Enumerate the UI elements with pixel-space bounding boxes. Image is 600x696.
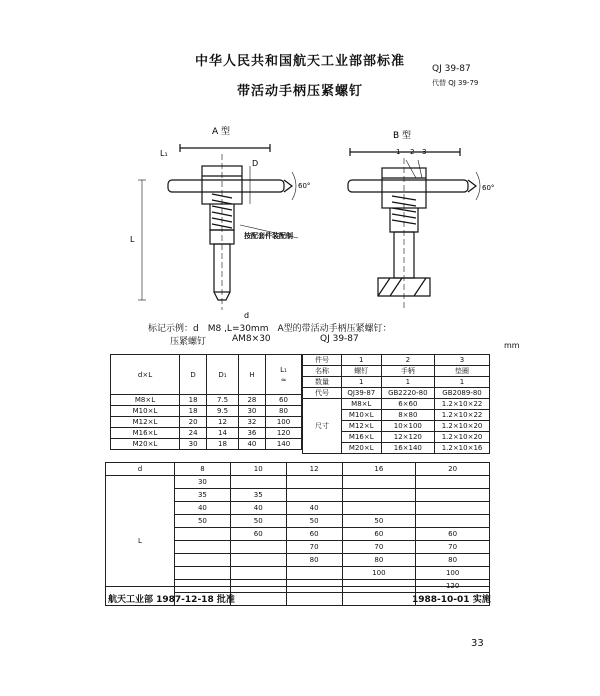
document-title: 带活动手柄压紧螺钉 xyxy=(236,84,363,99)
table-row: M20×L 16×140 1.2×10×16 xyxy=(303,443,490,454)
header-d1: D₁ xyxy=(207,355,239,395)
table-row: M20×L 30 18 40 140 xyxy=(111,439,302,450)
table-row: M10×L 18 9.5 30 80 xyxy=(111,406,302,417)
unit-label: mm xyxy=(504,341,520,350)
part-3: 3 xyxy=(422,148,427,156)
table-row: M8×L 18 7.5 28 60 xyxy=(111,395,302,406)
marking-example-line1: 标记示例：d M8 ,L=30mm A型的带活动手柄压紧螺钉： xyxy=(148,324,392,334)
dim-l1-a: L₁ xyxy=(160,149,168,158)
issuer-text: 航天工业部 1987-12-18 批准 xyxy=(108,595,235,605)
header-l1: L₁ ≈ xyxy=(266,355,302,395)
standard-organization: 中华人民共和国航天工业部部标准 xyxy=(194,54,405,69)
dim-d-a: D xyxy=(252,159,259,168)
marking-example-label: 压紧螺钉 xyxy=(170,337,207,347)
marking-example-std: QJ 39-87 xyxy=(320,334,359,344)
marking-example-mark: AM8×30 xyxy=(232,334,271,344)
footer-rule xyxy=(105,586,490,587)
header-h: H xyxy=(238,355,265,395)
length-table: d 8 10 12 16 20 L 30 35 35 40 40 40 50 50 50 50 60 60 60 60 70 70 70 80 80 80 100 100 120 xyxy=(105,462,490,606)
dim-small-d-a: d xyxy=(244,311,250,320)
header-d: D xyxy=(180,355,207,395)
page-number: 33 xyxy=(471,638,484,649)
part-1: 1 xyxy=(396,148,401,156)
table-row: 尺寸 M8×L 6×60 1.2×10×22 xyxy=(303,399,490,410)
type-a-label: A 型 xyxy=(212,127,231,137)
standard-code: QJ 39-87 xyxy=(432,64,471,74)
part-2: 2 xyxy=(410,148,415,156)
dim-l-a: L xyxy=(130,235,135,244)
parts-table: 件号 1 2 3 名称 螺钉 手柄 垫圈 数量 1 1 1 代号 QJ39-87 GB2220-80 GB2089-80 尺寸 M8×L 6×60 1.2×10×22 M10×L 8×80 1.2×10×22 M12×L 10×100 1.2×10×20 M16×L 12×120 1.2×10×20 M20×L 16×140 1.2×10×16 xyxy=(302,354,490,454)
table-row: M16×L 12×120 1.2×10×20 xyxy=(303,432,490,443)
table-row: M12×L 20 12 32 100 xyxy=(111,417,302,428)
type-b-label: B 型 xyxy=(393,131,412,141)
table-row: M10×L 8×80 1.2×10×22 xyxy=(303,410,490,421)
table-row: M12×L 10×100 1.2×10×20 xyxy=(303,421,490,432)
header-dxl: d×L xyxy=(111,355,180,395)
table-row: M16×L 24 14 36 120 xyxy=(111,428,302,439)
replaces-code: 代替 QJ 39-79 xyxy=(432,79,479,87)
angle-a: 60° xyxy=(298,182,311,190)
type-b-drawing xyxy=(348,148,480,310)
technical-drawing xyxy=(120,120,500,325)
type-a-drawing xyxy=(138,144,298,310)
effective-date: 1988-10-01 实施 xyxy=(412,595,491,605)
angle-b: 60° xyxy=(482,184,495,192)
dimension-table xyxy=(110,354,302,450)
callout-a: 按配套件装配制 xyxy=(244,232,293,240)
